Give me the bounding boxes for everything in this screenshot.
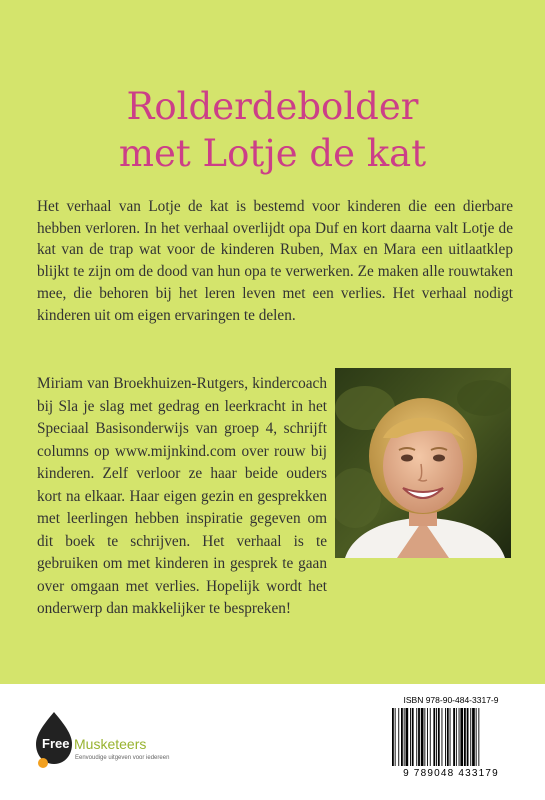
- barcode-bar: [398, 708, 399, 766]
- barcode-bar: [430, 708, 431, 766]
- barcode-bar: [406, 708, 409, 766]
- barcode-bar: [436, 708, 437, 766]
- author-photo: [335, 368, 511, 558]
- barcode-bar: [404, 708, 405, 766]
- barcode-bar: [438, 708, 440, 766]
- barcode-bar: [392, 708, 394, 766]
- isbn-label: ISBN 978-90-484-3317-9: [403, 695, 499, 705]
- barcode-bar: [418, 708, 420, 766]
- barcode-bar: [472, 708, 475, 766]
- barcode-bar: [470, 708, 471, 766]
- barcode-bar: [467, 708, 469, 766]
- barcode-bar: [416, 708, 417, 766]
- barcode-bar: [433, 708, 435, 766]
- barcode-bar: [447, 708, 449, 766]
- barcode-bar: [450, 708, 451, 766]
- book-blurb: Het verhaal van Lotje de kat is bestemd voor kinderen die een dierbare hebben verloren. In het verhaal overlijdt opa Duf en kort daarna valt Lotje de kat van de trap wat voor de kinderen Ruben, Max en Mara een uitlaatklep blijkt te zijn om de dood van hun opa te verwerken. Ze maken alle rouwtaken mee, die behoren bij het leren leven met een verlies. Het verhaal nodigt kinderen uit om eigen ervaringen te delen.: [37, 198, 513, 324]
- barcode-bar: [445, 708, 446, 766]
- logo-musketeers-text: Musketeers: [74, 736, 147, 752]
- author-bio: Miriam van Broekhuizen-Rutgers, kindercoach bij Sla je slag met gedrag en leerkracht in het Speciaal Basisonderwijs van groep 4, schrijft columns op www.mijnkind.com over rouw bij kinderen. Zelf verloor ze haar beide ouders kort na elkaar. Haar eigen gezin en gesprekken met leerlingen hebben inspiratie gegeven om dit boek te schrijven. Het verhaal is te gebruiken om met kinderen in gesprek te gaan over omgaan met verlies. Hopelijk wordt het onderwerp dan makkelijker te bespreken!: [37, 375, 327, 617]
- logo-free-text: Free: [42, 736, 70, 751]
- barcode-bar: [410, 708, 411, 766]
- barcode-bar: [401, 708, 403, 766]
- barcode-bar: [442, 708, 443, 766]
- barcode-digits: 9 789048 433179: [403, 768, 499, 779]
- barcode-bars: [388, 708, 514, 768]
- barcode-bar: [464, 708, 466, 766]
- barcode-bar: [459, 708, 460, 766]
- barcode-bar: [412, 708, 414, 766]
- barcode-bar: [427, 708, 428, 766]
- barcode-bar: [476, 708, 477, 766]
- barcode-bar: [424, 708, 425, 766]
- publisher-tagline: Eenvoudige uitgeven voor iedereen: [75, 755, 170, 761]
- cover-footer: [0, 684, 545, 800]
- barcode-bar: [460, 708, 463, 766]
- publisher-logo: [34, 710, 194, 770]
- barcode-bar: [421, 708, 424, 766]
- title-line-2: met Lotje de kat: [118, 131, 427, 175]
- barcode-bar: [395, 708, 396, 766]
- barcode-bar: [453, 708, 455, 766]
- isbn-barcode: [388, 695, 514, 785]
- title-line-1: Rolderdebolder: [126, 84, 419, 128]
- barcode-bar: [456, 708, 457, 766]
- barcode-bar: [478, 708, 479, 766]
- book-title: [0, 83, 545, 177]
